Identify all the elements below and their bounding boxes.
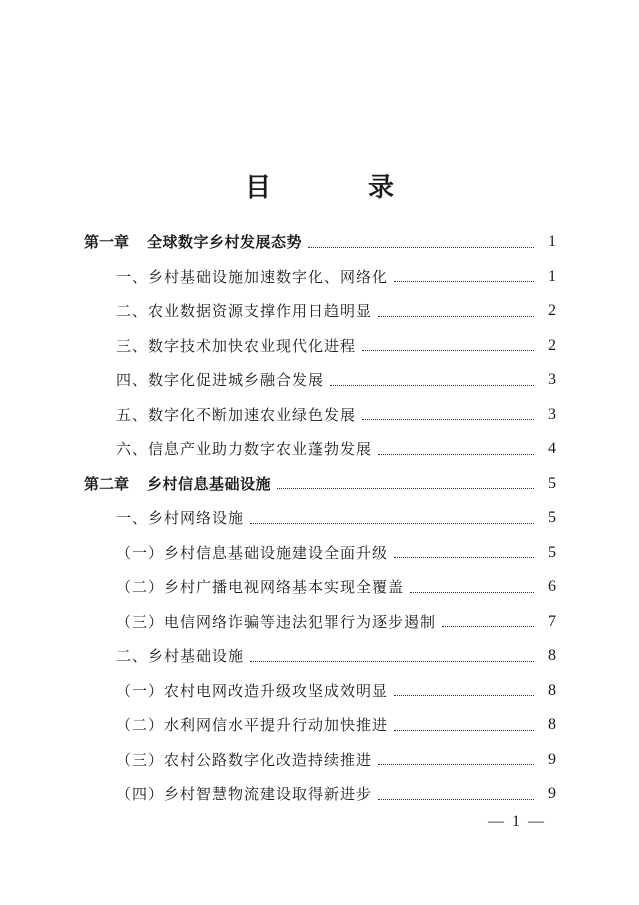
toc-chapter-number: 第一章 [84, 233, 130, 251]
toc-chapter-number: 第二章 [84, 474, 130, 493]
toc-dot-leader [394, 557, 534, 558]
toc-entry-label: （二）水利网信水平提升行动加快推进 [116, 716, 389, 734]
toc-entry-label: 一、乡村网络设施 [116, 509, 245, 527]
toc-page-number: 9 [548, 785, 556, 802]
toc-dot-leader [410, 592, 534, 593]
toc-subsection-entry[interactable] [84, 574, 556, 600]
toc-page-number: 3 [548, 371, 556, 388]
toc-subsection-entry[interactable] [84, 747, 556, 773]
toc-dot-leader [378, 764, 534, 765]
toc-dot-leader [330, 385, 534, 386]
toc-page-number: 5 [548, 509, 556, 526]
toc-dot-leader [277, 488, 534, 489]
toc-entry-label: （三）农村公路数字化改造持续推进 [116, 750, 373, 769]
toc-page-number: 2 [548, 336, 556, 354]
toc-dot-leader [308, 247, 534, 248]
toc-entry-label: （一）农村电网改造升级攻坚成效明显 [116, 681, 389, 700]
toc-section-entry[interactable] [84, 436, 556, 462]
toc-entry-label: 二、乡村基础设施 [116, 647, 245, 665]
toc-dot-leader [250, 523, 534, 524]
toc-section-entry[interactable] [84, 333, 556, 359]
toc-entry-label: （一）乡村信息基础设施建设全面升级 [116, 543, 389, 562]
toc-entry-label: （二）乡村广播电视网络基本实现全覆盖 [116, 578, 405, 596]
toc-dot-leader [394, 695, 534, 696]
toc-chapter-entry[interactable] [84, 229, 556, 255]
toc-page-number: 8 [548, 647, 556, 664]
toc-page-number: 8 [548, 681, 556, 699]
toc-page-number: 1 [548, 267, 556, 285]
toc-entry-label: 三、数字技术加快农业现代化进程 [116, 336, 357, 355]
toc-page-number: 7 [548, 612, 556, 630]
toc-dot-leader [378, 454, 534, 455]
toc-page-number: 1 [548, 233, 556, 250]
toc-section-entry[interactable] [84, 643, 556, 669]
toc-section-entry[interactable] [84, 298, 556, 324]
toc-dot-leader [362, 419, 534, 420]
toc-entry-label: 乡村信息基础设施 [147, 474, 272, 493]
toc-subsection-entry[interactable] [84, 540, 556, 566]
toc-dot-leader [378, 316, 534, 317]
toc-subsection-entry[interactable] [84, 781, 556, 807]
toc-entry-label: 六、信息产业助力数字农业蓬勃发展 [116, 440, 373, 458]
toc-page-number: 3 [548, 405, 556, 423]
toc-page-number: 6 [548, 578, 556, 595]
toc-section-entry[interactable] [84, 264, 556, 290]
toc-chapter-entry[interactable] [84, 471, 556, 497]
toc-subsection-entry[interactable] [84, 678, 556, 704]
page-title: 目 录 [244, 173, 439, 203]
toc-page-number: 4 [548, 440, 556, 457]
toc-page-number: 5 [548, 474, 556, 492]
toc-page-number: 2 [548, 302, 556, 319]
toc-entry-label: 五、数字化不断加速农业绿色发展 [116, 405, 357, 424]
toc-entry-label: 全球数字乡村发展态势 [147, 233, 303, 251]
toc-section-entry[interactable] [84, 367, 556, 393]
toc-section-entry[interactable] [84, 505, 556, 531]
toc-entry-label: （三）电信网络诈骗等违法犯罪行为逐步遏制 [116, 612, 437, 631]
toc-entry-label: 四、数字化促进城乡融合发展 [116, 371, 325, 389]
toc-entry-label: 二、农业数据资源支撑作用日趋明显 [116, 302, 373, 320]
toc-subsection-entry[interactable] [84, 609, 556, 635]
toc-entry-label: 一、乡村基础设施加速数字化、网络化 [116, 267, 389, 286]
toc-dot-leader [394, 281, 534, 282]
toc-dot-leader [250, 661, 534, 662]
toc-dot-leader [442, 626, 534, 627]
page-number: — 1 — [488, 813, 546, 830]
toc-dot-leader [378, 799, 534, 800]
toc-page-number: 8 [548, 716, 556, 733]
toc-page-number: 5 [548, 543, 556, 561]
toc-entry-label: （四）乡村智慧物流建设取得新进步 [116, 785, 373, 803]
toc-section-entry[interactable] [84, 402, 556, 428]
toc-subsection-entry[interactable] [84, 712, 556, 738]
toc-page-number: 9 [548, 750, 556, 768]
toc-dot-leader [362, 350, 534, 351]
toc-dot-leader [394, 730, 534, 731]
